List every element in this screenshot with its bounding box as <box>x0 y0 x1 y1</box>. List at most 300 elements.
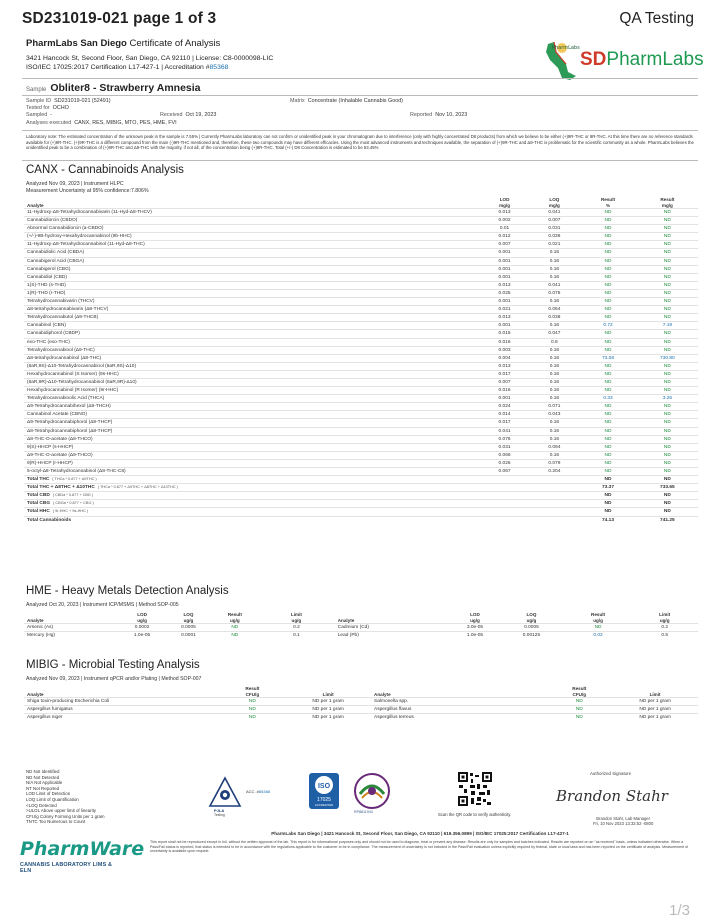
lab-address: 3421 Hancock St, Second Floor, San Diego, CA 92110 | License: C8-0000098-LIC <box>26 55 274 62</box>
result-mg-cell: ND <box>637 249 698 257</box>
abbreviation-item: ND Not Identified <box>26 769 60 774</box>
total-label: Total HHC <box>27 509 50 515</box>
analyte-cell: (6aR,9S)-Δ10-Tetrahydrocannabinol (6aR,9S)-Δ10) <box>24 362 480 370</box>
result-mg-cell: ND <box>637 387 698 395</box>
table-row <box>24 632 698 640</box>
mibig-cell: ND <box>546 706 612 714</box>
loq-cell: 0.071 <box>529 403 579 411</box>
lod-cell: 0.013 <box>480 362 530 370</box>
laboratory-note: Laboratory note: The estimated concentration of the unknown peak in the sample is 7.55% | Currently PharmLabs laboratory can not confirm or unidentified peak in your chromatogram due to interference (only with highly concentrated D8 products) from which we believe to be either (+)9R-THC or 9R-THC. At this time there are no reference standards available for (+)9R-THC. (+)9R-THC is a different compound from the main (-)9R-THC mentioned and, therefore, these two compounds may have different efficacies. Using the most advanced instruments and techniques available, the separation of (+)9R-THC and Δ9-THC is problematic for the scientific community as a whole. PharmLabs believes the unidentified peak to be a combination of (+)9R-THC and Δ9-THC with the majority, if not all, of the concentration being (+)9R-THC. Total (+/-) D8 Concentration is estimated to be 53.45% <box>26 134 694 151</box>
pjla-acc: ACC. #85368 <box>246 789 271 794</box>
loq-cell: 0.16 <box>529 435 579 443</box>
result-mg-cell: ND <box>637 306 698 314</box>
hme-col-analyte: Analyte <box>27 617 44 623</box>
lod-cell: 0.001 <box>480 265 530 273</box>
logo-wordmark: SDPharmLabs <box>580 49 704 70</box>
divider <box>22 160 698 161</box>
mibig-cell: ND <box>546 698 612 706</box>
analyte-cell: Δ8-Tetrahydrocannabiphorol (Δ8-THCP) <box>24 427 480 435</box>
microbial-table <box>24 685 698 721</box>
result-pct-cell: ND <box>579 419 636 427</box>
table-row <box>24 249 698 257</box>
result-pct-cell: ND <box>579 427 636 435</box>
result-pct-cell: ND <box>579 468 636 476</box>
hme-cell: Lead (Pb) <box>335 632 452 640</box>
loq-cell: 0.16 <box>529 370 579 378</box>
table-row <box>24 435 698 443</box>
loq-cell: 0.036 <box>529 233 579 241</box>
round-logo-id: RP8811943 <box>354 810 373 814</box>
iso-badge-sub: ACCREDITED <box>314 803 334 807</box>
mibig-title: MIBIG - Microbial Testing Analysis <box>26 659 200 671</box>
table-row <box>24 233 698 241</box>
mibig-cell: Aspergillus terreus <box>371 714 546 722</box>
loq-cell: 0.16 <box>529 354 579 362</box>
result-mg-cell: ND <box>637 403 698 411</box>
mibig-cell: ND per 1 gram <box>285 706 371 714</box>
abbreviation-item: LOQ Limit of Quantification <box>26 796 79 802</box>
total-formula: ( THCa * 0.877 + Δ9THC + Δ8THC + Δ10THC ) <box>97 485 178 490</box>
table-row <box>24 419 698 427</box>
result-pct-cell: ND <box>579 378 636 386</box>
sample-title: Sample Obliter8 - Strawberry Amnesia <box>26 82 201 94</box>
canx-meta: Analyzed Nov 09, 2023 | Instrument HLPC Measurement Uncertainty at 95% confidence:7.806% <box>26 181 149 194</box>
analyte-cell: Cannabidiphorol (CBDP) <box>24 330 480 338</box>
result-pct-cell: ND <box>579 411 636 419</box>
lod-cell: 0.025 <box>480 289 530 297</box>
lod-cell: 0.001 <box>480 257 530 265</box>
mibig-col-result: Result CFU/g <box>245 686 260 697</box>
lab-address-block <box>26 55 273 73</box>
total-label-cell <box>24 484 480 492</box>
abbreviation-item: <LOQ Detected <box>26 802 57 808</box>
mibig-meta: Analyzed Nov 09, 2023 | Instrument qPCR and/or Plating | Method SOP-007 <box>26 676 202 682</box>
result-pct-cell: ND <box>579 265 636 273</box>
total-row <box>24 516 698 524</box>
result-pct-cell: ND <box>579 387 636 395</box>
analyte-cell: (6aR,9R)-Δ10-Tetrahydrocannabinol (6aR,9R)-Δ10) <box>24 378 480 386</box>
abbreviation-item: CFU/g Colony Forming Units per 1 gram <box>26 813 105 819</box>
hme-cell: 0.0002 <box>119 624 165 632</box>
lod-cell: 0.031 <box>480 443 530 451</box>
result-mg-cell: ND <box>637 411 698 419</box>
result-mg-cell: ND <box>637 468 698 476</box>
analyte-cell: 9(R)-HHCP (r-HHCP) <box>24 459 480 467</box>
result-mg-cell: ND <box>637 378 698 386</box>
hme-col-limit: Limit ug/g <box>290 612 302 623</box>
pjla-triangle-icon <box>208 776 242 810</box>
analyte-cell: Tetrahydrocannabivarin (THCV) <box>24 298 480 306</box>
lab-iso-line: ISO/IEC 17025:2017 Certification L17-427-1 | Accreditation #85368 <box>26 63 229 71</box>
analyte-cell: Cannabidiol (CBD) <box>24 273 480 281</box>
mibig-cell: ND <box>546 714 612 722</box>
result-mg-cell: ND <box>637 314 698 322</box>
table-row <box>24 217 698 225</box>
loq-cell: 0.16 <box>529 451 579 459</box>
result-pct-cell: ND <box>579 209 636 217</box>
loq-cell: 0.007 <box>529 217 579 225</box>
loq-cell: 0.064 <box>529 306 579 314</box>
lod-cell: 0.017 <box>480 370 530 378</box>
result-mg-cell: 730.80 <box>637 354 698 362</box>
table-row <box>24 706 698 714</box>
loq-cell: 0.043 <box>529 411 579 419</box>
lod-cell: 0.015 <box>480 330 530 338</box>
analyte-cell: Abnormal Cannabidiorcin (a-CBDO) <box>24 225 480 233</box>
mibig-cell: ND per 1 gram <box>612 706 698 714</box>
result-pct-cell: ND <box>579 225 636 233</box>
result-mg-cell: ND <box>637 338 698 346</box>
total-empty-cell <box>529 508 579 516</box>
loq-cell: 0.16 <box>529 322 579 330</box>
loq-cell: 0.16 <box>529 362 579 370</box>
table-row <box>24 330 698 338</box>
table-row <box>24 346 698 354</box>
signature: Brandon Stahr <box>556 787 668 805</box>
total-mg-cell: ND <box>637 476 698 484</box>
analyte-cell: Δ9-THC-O-acetate (Δ9-THCO) <box>24 451 480 459</box>
result-pct-cell: ND <box>579 330 636 338</box>
total-formula: ( CBDa * 0.877 + CBD ) <box>52 493 94 498</box>
result-mg-cell: 7.19 <box>637 322 698 330</box>
analyte-cell: Cannabidiolic Acid (CBDA) <box>24 249 480 257</box>
loq-cell: 0.16 <box>529 257 579 265</box>
result-mg-cell: ND <box>637 241 698 249</box>
table-row <box>24 451 698 459</box>
hme-cell: ND <box>212 624 258 632</box>
hme-cell: 0.5 <box>631 632 698 640</box>
table-row <box>24 403 698 411</box>
result-mg-cell: ND <box>637 459 698 467</box>
analyte-cell: (+/-)-9B-hydroxy-Hexahydrocannabinol (9b-HHC) <box>24 233 480 241</box>
lod-cell: 0.021 <box>480 306 530 314</box>
iso-badge-number: 17025 <box>317 797 331 803</box>
loq-cell: 0.16 <box>529 387 579 395</box>
analyte-cell: 9(S)-HHCP (s-HHCP) <box>24 443 480 451</box>
loq-cell: 0.16 <box>529 298 579 306</box>
table-row <box>24 265 698 273</box>
lod-cell: 0.041 <box>480 427 530 435</box>
result-mg-cell: ND <box>637 233 698 241</box>
signatory-name: Brandon Stahr, Lab Manager <box>596 816 651 821</box>
table-row <box>24 298 698 306</box>
total-empty-cell <box>529 500 579 508</box>
hme-col-lod-2: LOD ug/g <box>470 612 480 623</box>
total-row <box>24 500 698 508</box>
qa-testing-label: QA Testing <box>619 10 694 27</box>
loq-cell: 0.041 <box>529 281 579 289</box>
loq-cell: 0.079 <box>529 459 579 467</box>
abbreviations-legend <box>26 769 105 825</box>
abbreviation-item: TNTC Too Numerous to Count <box>26 819 86 825</box>
loq-cell: 0.8 <box>529 338 579 346</box>
table-row <box>24 209 698 217</box>
result-pct-cell: ND <box>579 346 636 354</box>
result-pct-cell: ND <box>579 241 636 249</box>
mibig-cell: ND per 1 gram <box>285 698 371 706</box>
round-seal-icon <box>352 772 392 810</box>
mibig-col-analyte-2: Analyte <box>374 691 391 697</box>
table-row <box>24 289 698 297</box>
result-mg-cell: ND <box>637 435 698 443</box>
lod-cell: 0.013 <box>480 314 530 322</box>
reported-date: Nov 10, 2023 <box>435 112 468 118</box>
hme-cell: 1.0e-05 <box>119 632 165 640</box>
total-row <box>24 492 698 500</box>
total-row <box>24 484 698 492</box>
hme-title: HME - Heavy Metals Detection Analysis <box>26 585 229 597</box>
tested-for: OCHO <box>52 105 69 112</box>
table-row <box>24 411 698 419</box>
total-pct-cell: ND <box>579 492 636 500</box>
total-row <box>24 476 698 484</box>
sample-name: Obliter8 - Strawberry Amnesia <box>50 82 201 94</box>
result-mg-cell: ND <box>637 298 698 306</box>
table-row <box>24 314 698 322</box>
footer-disclaimer: This report shall not be reproduced except in full, without the written approval of the lab. This report is for informational purposes only and should not be used to diagnose, treat or prevent any disease. Results are only for samples and batches indicated. Results are reported on an "as received" basis, unless indicated otherwise. When a Pass/Fail status is reported, that status is intended to be in accordance with the regulations applicable to the customer to be in compliance. The measurement of uncertainty is not included in the Pass/Fail evaluation unless explicitly required by federal, state or local laws and has been reported on the certificate of analysis. Measurement of uncertainty is available upon request. <box>150 840 689 854</box>
analyte-cell: Δ8-THC-O-acetate (Δ8-THCO) <box>24 435 480 443</box>
verification-qr-code[interactable] <box>457 771 493 807</box>
lod-cell: 0.067 <box>480 468 530 476</box>
analyte-cell: Hexahydrocannabinol (S Isomer) (9s-HHC) <box>24 370 480 378</box>
mibig-col-limit-2: Limit <box>649 691 661 697</box>
total-empty-cell <box>480 516 530 524</box>
hme-col-result-2: Result ug/g <box>591 612 606 623</box>
result-pct-cell: ND <box>579 435 636 443</box>
total-pct-cell: 73.37 <box>579 484 636 492</box>
mibig-cell: Aspergillus flavus <box>371 706 546 714</box>
analyte-cell: Δ9-Tetrahydrocannabiphorol (Δ9-THCP) <box>24 419 480 427</box>
result-pct-cell: ND <box>579 314 636 322</box>
total-label: Total CBG <box>27 501 51 507</box>
qr-code-icon <box>457 771 493 807</box>
loq-cell: 0.16 <box>529 427 579 435</box>
lod-cell: 0.016 <box>480 387 530 395</box>
accreditation-round-logo <box>352 772 392 818</box>
iso-17025-badge <box>308 772 340 810</box>
lod-cell: 0.001 <box>480 395 530 403</box>
total-row <box>24 508 698 516</box>
hme-col-loq: LOQ ug/g <box>183 612 194 623</box>
hme-cell: 0.2 <box>631 624 698 632</box>
table-row <box>24 338 698 346</box>
table-row <box>24 281 698 289</box>
result-mg-cell: ND <box>637 370 698 378</box>
pjla-logo <box>208 776 278 816</box>
total-empty-cell <box>529 516 579 524</box>
loq-cell: 0.16 <box>529 249 579 257</box>
hme-cell: 0.1 <box>258 632 335 640</box>
lod-cell: 0.012 <box>480 233 530 241</box>
pharmware-wordmark: PharmWare <box>20 838 145 860</box>
analyte-cell: 11-Hydroxy-Δ8-Tetrahydrocannabinol (11-Hyd-Δ8-THC) <box>24 241 480 249</box>
total-label: Total THC <box>27 477 50 483</box>
result-mg-cell: ND <box>637 281 698 289</box>
abbreviation-item: N/A Not Applicable <box>26 780 63 786</box>
col-analyte: Analyte <box>27 202 44 208</box>
table-row <box>24 378 698 386</box>
table-row <box>24 273 698 281</box>
divider <box>22 95 698 96</box>
loq-cell: 0.021 <box>529 241 579 249</box>
table-row <box>24 362 698 370</box>
analyses-executed: CANX, RES, MIBIG, MTO, PES, HME, FVI <box>74 119 177 126</box>
mibig-col-result-2: Result CFU/g <box>572 686 587 697</box>
lod-cell: 0.026 <box>480 459 530 467</box>
result-pct-cell: ND <box>579 249 636 257</box>
loq-cell: 0.16 <box>529 265 579 273</box>
result-pct-cell: ND <box>579 289 636 297</box>
result-mg-cell: ND <box>637 217 698 225</box>
table-row <box>24 698 698 706</box>
table-row <box>24 322 698 330</box>
cannabinoids-table <box>24 196 698 524</box>
analyte-cell: Cannabigerol Acid (CBGA) <box>24 257 480 265</box>
lod-cell: 0.014 <box>480 411 530 419</box>
analyte-cell: Cannabidiorcin (CBDO) <box>24 217 480 225</box>
sample-info-left: Sample ID SD231019-021 (52491) Tested for OCHO Sampled - Analyses executed CANX, RES, MIBIG, MTO, PES, HME, FVI <box>26 98 177 126</box>
result-mg-cell: ND <box>637 209 698 217</box>
result-pct-cell: ND <box>579 257 636 265</box>
signature-date: Fri, 10 Nov 2023 13:32:52 -0800 <box>593 821 654 826</box>
qr-caption: Scan the QR code to verify authenticity. <box>438 812 512 817</box>
canx-title: CANX - Cannabinoids Analysis <box>26 164 184 176</box>
analyte-cell: 5-octyl-Δ8-Tetrahydrocannabinol (Δ8-THC-C8) <box>24 468 480 476</box>
total-label-cell <box>24 508 480 516</box>
abbreviation-item: >ULOL Above upper limit of linearity <box>26 808 97 814</box>
lod-cell: 0.002 <box>480 217 530 225</box>
table-row <box>24 459 698 467</box>
pharmware-tagline: CANNABIS LABORATORY LIMS & ELN <box>20 862 113 874</box>
result-mg-cell: ND <box>637 362 698 370</box>
analyte-cell: 11-Hydroxy-Δ8-Tetrahydrocannabivarin (11-Hyd-Δ8-THCV) <box>24 209 480 217</box>
hme-cell: ND <box>565 624 632 632</box>
mibig-col-analyte: Analyte <box>27 691 44 697</box>
table-row <box>24 354 698 362</box>
total-label: Total Cannabinoids <box>27 517 72 523</box>
total-label-cell <box>24 516 480 524</box>
total-mg-cell: 741.25 <box>637 516 698 524</box>
lod-cell: 0.004 <box>480 354 530 362</box>
total-label-cell <box>24 492 480 500</box>
pharmware-logo <box>18 838 145 874</box>
result-pct-cell: ND <box>579 443 636 451</box>
hme-col-lod: LOD ug/g <box>137 612 147 623</box>
lod-cell: 0.007 <box>480 241 530 249</box>
total-label: Total THC + Δ8THC + Δ10THC <box>27 485 95 491</box>
result-mg-cell: 3.26 <box>637 395 698 403</box>
table-row <box>24 387 698 395</box>
mibig-col-limit: Limit <box>322 691 334 697</box>
table-row <box>24 370 698 378</box>
abbreviation-item: LOD Limit of Detection <box>26 791 71 797</box>
lod-cell: 0.01 <box>480 225 530 233</box>
sample-id: SD231019-021 (52491) <box>54 98 111 104</box>
accreditation-link[interactable]: 85368 <box>209 63 229 71</box>
result-mg-cell: ND <box>637 273 698 281</box>
analyte-cell: Tetrahydrocannabinolic Acid (THCA) <box>24 395 480 403</box>
lod-cell: 0.001 <box>480 273 530 281</box>
col-lod: LOD mg/g <box>499 197 511 208</box>
loq-cell: 0.16 <box>529 395 579 403</box>
table-row <box>24 225 698 233</box>
total-label-cell <box>24 476 480 484</box>
sampled-date: - <box>50 112 53 119</box>
table-row <box>24 257 698 265</box>
hme-col-analyte-2: Analyte <box>337 617 355 623</box>
mibig-cell: ND per 1 gram <box>612 714 698 722</box>
analyte-cell: Tetrahydrocannabinol (Δ9-THC) <box>24 346 480 354</box>
analyte-cell: Cannabigerol (CBG) <box>24 265 480 273</box>
total-empty-cell <box>529 484 579 492</box>
loq-cell: 0.038 <box>529 314 579 322</box>
divider <box>22 78 698 79</box>
hme-cell: 1.0e-05 <box>452 632 498 640</box>
mibig-cell: Salmonella spp. <box>371 698 546 706</box>
analyte-cell: 1(S)-THD (s-THD) <box>24 281 480 289</box>
loq-cell: 0.094 <box>529 443 579 451</box>
total-mg-cell: ND <box>637 492 698 500</box>
mibig-cell: ND <box>219 698 285 706</box>
analyte-cell: Cannabinol Acetate (CBNO) <box>24 411 480 419</box>
total-empty-cell <box>480 484 530 492</box>
total-empty-cell <box>480 500 530 508</box>
result-mg-cell: ND <box>637 346 698 354</box>
reported-info: Reported Nov 10, 2023 <box>410 112 468 118</box>
loq-cell: 0.16 <box>529 346 579 354</box>
result-pct-cell: ND <box>579 273 636 281</box>
hme-col-result: Result ug/g <box>227 612 242 623</box>
result-pct-cell: ND <box>579 281 636 289</box>
lod-cell: 0.016 <box>480 338 530 346</box>
total-pct-cell: ND <box>579 500 636 508</box>
loq-cell: 0.16 <box>529 419 579 427</box>
lod-cell: 0.007 <box>480 378 530 386</box>
hme-cell: 0.0001 <box>165 632 211 640</box>
signature-label: Authorized Signature <box>590 771 632 776</box>
pjla-sub: Testing <box>214 813 225 817</box>
hme-cell: 0.2 <box>258 624 335 632</box>
divider <box>22 130 698 131</box>
result-mg-cell: ND <box>637 330 698 338</box>
loq-cell: 0.204 <box>529 468 579 476</box>
analyte-cell: Δ8-tetrahydrocannabivarin (Δ8-THCV) <box>24 306 480 314</box>
table-row <box>24 714 698 722</box>
received-date: Oct 19, 2023 <box>185 112 217 118</box>
total-empty-cell <box>480 492 530 500</box>
col-result-mg: Result mg/g <box>660 197 675 208</box>
hme-cell: ND <box>212 632 258 640</box>
table-row <box>24 395 698 403</box>
hme-cell: Arsenic (As) <box>24 624 119 632</box>
result-pct-cell: 0.72 <box>579 322 636 330</box>
loq-cell: 0.047 <box>529 330 579 338</box>
hme-cell: Mercury (Hg) <box>24 632 119 640</box>
analyte-cell: Tetrahydrocannabutol (Δ9-THCB) <box>24 314 480 322</box>
lod-cell: 0.024 <box>480 403 530 411</box>
total-formula: ( CBGa * 0.877 + CBG ) <box>53 501 94 506</box>
result-mg-cell: ND <box>637 443 698 451</box>
total-empty-cell <box>480 508 530 516</box>
result-pct-cell: ND <box>579 298 636 306</box>
total-mg-cell: ND <box>637 508 698 516</box>
table-row <box>24 624 698 632</box>
table-row <box>24 306 698 314</box>
analyte-cell: exo-THC (exo-THC) <box>24 338 480 346</box>
document-id: SD231019-021 page 1 of 3 <box>22 10 217 27</box>
footer-address: PharmLabs San Diego | 3421 Hancock St, Second Floor, San Diego, CA 92110 | 619.356.0899 | ISO/IEC 17025:2017 Certification L17-427-1 <box>271 831 569 836</box>
result-pct-cell: ND <box>579 306 636 314</box>
